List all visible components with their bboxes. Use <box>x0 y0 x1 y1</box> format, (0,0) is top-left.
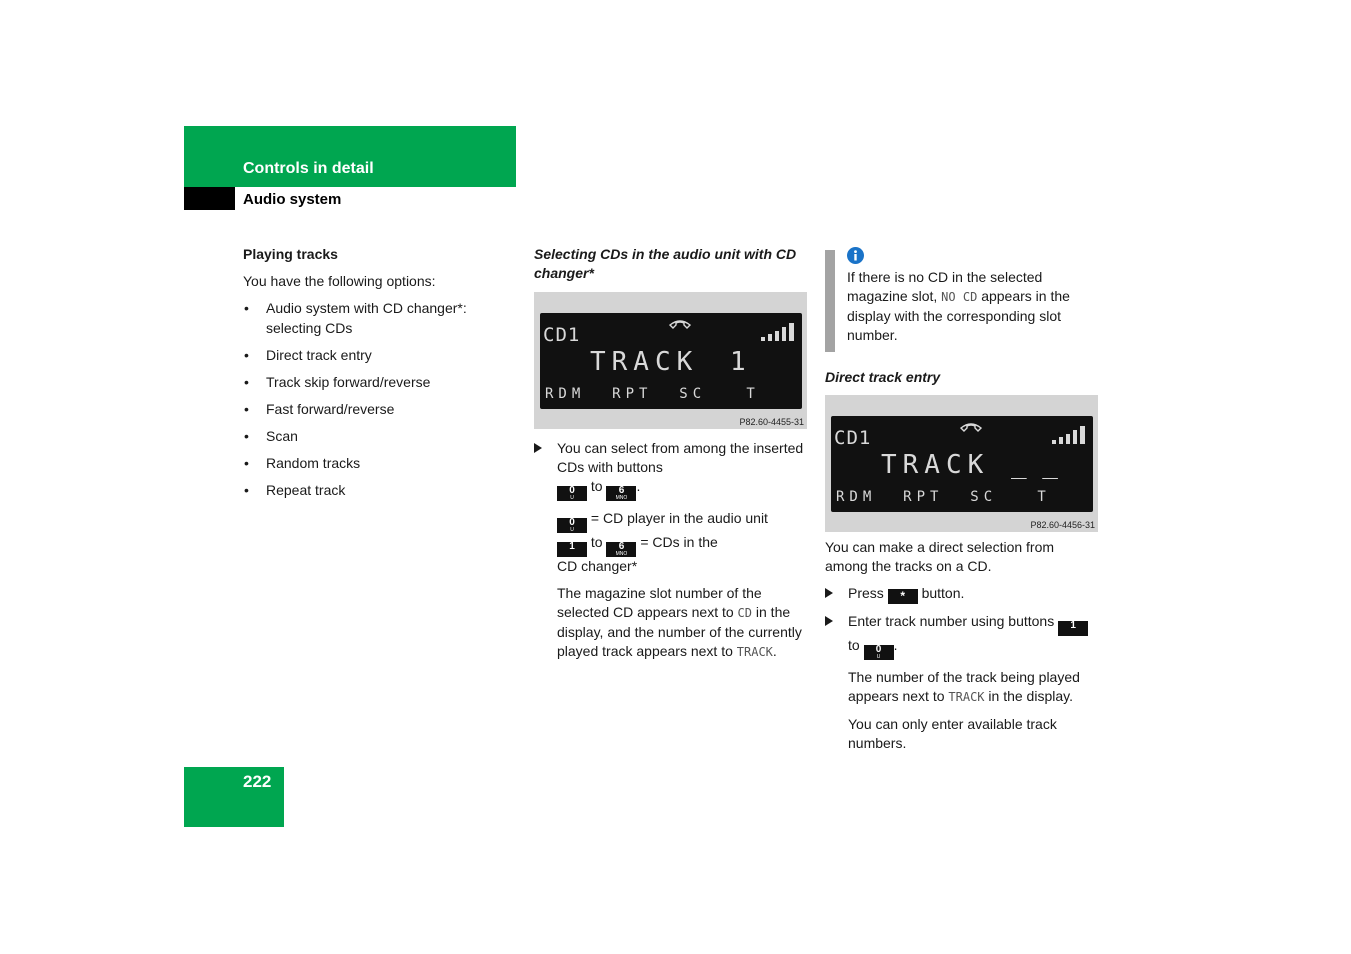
heading-playing-tracks: Playing tracks <box>243 246 338 262</box>
list-item: • Fast forward/reverse <box>244 400 395 417</box>
list-item: • Direct track entry <box>244 346 372 363</box>
arrow-icon <box>825 616 833 626</box>
lcd-track-label: TRACK <box>881 450 990 480</box>
phone-icon <box>668 317 692 331</box>
key-0-icon: 0 U <box>557 518 587 533</box>
key-star-icon: * <box>888 589 918 604</box>
lcd-track-number: _ _ <box>1011 450 1058 480</box>
list-item: • Scan <box>244 427 298 444</box>
page-number: 222 <box>243 772 272 791</box>
arrow-icon <box>534 443 542 453</box>
key-definitions: 0 U = CD player in the audio unit 1 to 6 MNO = CDs in the CD changer* <box>557 510 768 574</box>
lcd-display <box>831 416 1093 512</box>
info-icon <box>847 247 864 264</box>
section-marker <box>184 187 235 210</box>
list-item: • Random tracks <box>244 454 361 471</box>
lcd-track-number: 1 <box>730 347 746 377</box>
column-selecting-cds <box>534 245 806 662</box>
display-figure-direct-entry <box>825 395 1098 532</box>
instruction-step: Enter track number using buttons 1 to 0 U . <box>825 612 1098 660</box>
slot-number-paragraph: The magazine slot number of the selected CD appears next to CD in the display, and the number of the currently played track appears next to TRACK. <box>557 585 802 659</box>
lcd-status-row: RDM RPT SC T <box>836 489 1051 505</box>
lcd-cd-label: CD1 <box>834 427 872 449</box>
list-item: • Audio system with CD changer*: selecting CDs <box>244 300 467 336</box>
column-playing-tracks <box>243 245 503 508</box>
arrow-icon <box>825 588 833 598</box>
column-direct-track-entry <box>825 247 1098 753</box>
list-item: • Repeat track <box>244 481 346 498</box>
key-0-icon: 0 U <box>557 486 587 501</box>
key-6-icon: 6 MNO <box>606 542 636 557</box>
info-note <box>825 247 1098 345</box>
phone-icon <box>959 420 983 434</box>
display-figure-cd-select <box>534 292 807 429</box>
section-title: Controls in detail <box>243 160 374 177</box>
heading-selecting-cds: Selecting CDs in the audio unit with CD changer* <box>534 246 797 281</box>
instruction-step: Press * button. <box>825 584 1098 604</box>
key-6-icon: 6 MNO <box>606 486 636 501</box>
lcd-track-label: TRACK <box>590 347 699 377</box>
key-1-icon: 1 <box>557 542 587 557</box>
heading-direct-track-entry: Direct track entry <box>825 369 941 385</box>
available-tracks-paragraph: You can only enter available track numbers. <box>848 716 1057 751</box>
direct-entry-intro: You can make a direct selection from among the tracks on a CD. <box>825 539 1055 574</box>
signal-strength-icon <box>760 321 800 343</box>
signal-strength-icon <box>1051 424 1091 446</box>
options-intro: You have the following options: <box>243 273 436 289</box>
figure-code: P82.60-4456-31 <box>1030 520 1095 530</box>
figure-code: P82.60-4455-31 <box>739 417 804 427</box>
track-number-paragraph: The number of the track being played appears next to TRACK in the display. <box>848 669 1080 704</box>
key-0-icon: 0 U <box>864 645 894 660</box>
instruction-step: You can select from among the inserted CDs with buttons 0 U to 6 MNO . <box>534 439 806 501</box>
options-list <box>243 299 503 500</box>
key-1-icon: 1 <box>1058 621 1088 636</box>
list-item: • Track skip forward/reverse <box>244 373 431 390</box>
lcd-status-row: RDM RPT SC T <box>545 386 760 402</box>
lcd-display <box>540 313 802 409</box>
info-text: If there is no CD in the selected magazine slot, NO CD appears in the display with the corresponding slot number. <box>847 269 1070 343</box>
subsection-title: Audio system <box>243 191 342 208</box>
lcd-cd-label: CD1 <box>543 324 581 346</box>
